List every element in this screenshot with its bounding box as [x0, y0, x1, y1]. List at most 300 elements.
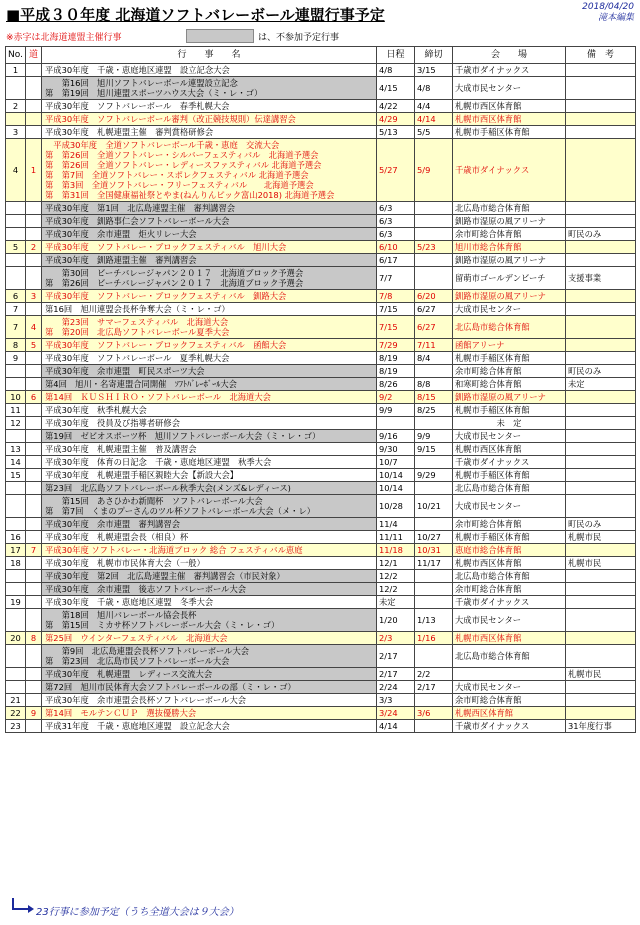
footer-summary: 23行事に参加予定（うち全道大会は９大会）: [36, 907, 239, 918]
event-line: 平成30年度 釧路連盟主催 審判講習会: [45, 255, 197, 265]
row-do: [26, 596, 42, 609]
row-do: [26, 430, 42, 443]
row-event: [42, 557, 377, 570]
table-row: [6, 290, 636, 303]
row-date: 2/3: [377, 632, 415, 645]
row-do: [26, 531, 42, 544]
table-row: [6, 609, 636, 632]
row-date: 3/24: [377, 707, 415, 720]
row-no: [6, 583, 26, 596]
row-venue: 大成市民センター: [453, 77, 566, 100]
row-venue: 余市町総合体育館: [453, 228, 566, 241]
event-line: 第19回 ゼビオスポーツ杯 旭川ソフトバレーボール大会（ミ・レ・ゴ）: [45, 431, 321, 441]
date-text: 2018/04/20: [582, 2, 634, 12]
row-do: 1: [26, 139, 42, 202]
row-date: 4/14: [377, 720, 415, 733]
row-deadline: [415, 518, 453, 531]
table-row: [6, 430, 636, 443]
row-deadline: [415, 645, 453, 668]
row-no: [6, 267, 26, 290]
row-note: [566, 215, 636, 228]
gray-legend-swatch: [186, 29, 254, 43]
row-note: [566, 391, 636, 404]
event-line: 第30回 ビーチバレージャパン２０１７ 北海道ブロック予選会: [45, 268, 304, 278]
row-deadline: 4/14: [415, 113, 453, 126]
row-event: [42, 645, 377, 668]
event-line: 平成30年度 ソフトバレー・ブロックフェスティバル 釧路大会: [45, 291, 287, 301]
row-do: [26, 228, 42, 241]
row-no: 6: [6, 290, 26, 303]
event-line: 平成30年度 札幌連盟主催 普及講習会: [45, 444, 197, 454]
row-deadline: [415, 720, 453, 733]
row-do: [26, 495, 42, 518]
row-no: [6, 609, 26, 632]
table-row: [6, 228, 636, 241]
row-event: [42, 378, 377, 391]
row-do: [26, 609, 42, 632]
row-date: 4/22: [377, 100, 415, 113]
row-venue: 千歳市ダイナックス: [453, 139, 566, 202]
row-venue: 釧路市湿原の風アリーナ: [453, 391, 566, 404]
row-event: [42, 583, 377, 596]
row-deadline: [415, 596, 453, 609]
row-event: [42, 316, 377, 339]
row-no: [6, 365, 26, 378]
row-do: 8: [26, 632, 42, 645]
row-date: 5/27: [377, 139, 415, 202]
event-line: 平成30年度 余市連盟 後志ソフトバレーボール大会: [45, 584, 247, 594]
row-note: 31年度行事: [566, 720, 636, 733]
row-do: [26, 267, 42, 290]
row-note: [566, 443, 636, 456]
row-event: [42, 100, 377, 113]
row-venue: 函館アリーナ: [453, 339, 566, 352]
row-event: [42, 544, 377, 557]
row-no: 23: [6, 720, 26, 733]
row-deadline: [415, 215, 453, 228]
row-do: [26, 681, 42, 694]
event-line: 第 第26回 全道ソフトバレー・シルバーフェスティバル 北海道予選会: [45, 150, 319, 160]
row-deadline: 2/2: [415, 668, 453, 681]
row-date: 2/17: [377, 668, 415, 681]
row-venue: 北広島市総合体育館: [453, 645, 566, 668]
row-no: [6, 570, 26, 583]
schedule-table: [5, 46, 636, 733]
row-event: [42, 352, 377, 365]
row-deadline: 8/8: [415, 378, 453, 391]
row-venue: 札幌市手稲区体育館: [453, 531, 566, 544]
header-deadline: 締切: [415, 47, 453, 64]
row-note: [566, 596, 636, 609]
table-row: [6, 267, 636, 290]
table-row: [6, 365, 636, 378]
row-deadline: 8/25: [415, 404, 453, 417]
row-note: [566, 456, 636, 469]
row-do: [26, 557, 42, 570]
row-date: 7/15: [377, 316, 415, 339]
row-no: 7: [6, 303, 26, 316]
event-line: 第72回 旭川市民体育大会ソフトバレーボールの部（ミ・レ・ゴ）: [45, 682, 296, 692]
row-venue: 大成市民センター: [453, 430, 566, 443]
row-event: [42, 303, 377, 316]
row-date: 6/3: [377, 215, 415, 228]
event-line: 平成30年度 ソフトバレー・ブロックフェスティバル 函館大会: [45, 340, 287, 350]
row-venue: 大成市民センター: [453, 681, 566, 694]
row-no: 12: [6, 417, 26, 430]
row-event: [42, 241, 377, 254]
row-date: 8/26: [377, 378, 415, 391]
row-no: 1: [6, 64, 26, 77]
event-line: 平成30年度 札幌連盟会長（相良）杯: [45, 532, 189, 542]
row-event: [42, 632, 377, 645]
row-no: 17: [6, 544, 26, 557]
row-deadline: 5/23: [415, 241, 453, 254]
event-line: 平成31年度 千歳・恵庭地区連盟 設立記念大会: [45, 721, 230, 731]
row-date: 8/19: [377, 365, 415, 378]
event-line: 平成30年度 役員及び指導者研修会: [45, 418, 181, 428]
row-do: [26, 378, 42, 391]
row-note: [566, 77, 636, 100]
row-event: [42, 609, 377, 632]
row-note: [566, 303, 636, 316]
row-venue: 札幌市手稲区体育館: [453, 126, 566, 139]
row-do: [26, 100, 42, 113]
row-do: [26, 443, 42, 456]
table-row: [6, 378, 636, 391]
table-row: [6, 100, 636, 113]
table-row: [6, 720, 636, 733]
row-deadline: 9/29: [415, 469, 453, 482]
table-row: [6, 518, 636, 531]
row-no: 22: [6, 707, 26, 720]
row-date: 9/2: [377, 391, 415, 404]
table-row: [6, 254, 636, 267]
row-no: 20: [6, 632, 26, 645]
event-line: 第 第23回 北広島市民ソフトバレーボール大会: [45, 656, 230, 666]
row-do: [26, 570, 42, 583]
table-row: [6, 707, 636, 720]
row-date: 12/2: [377, 570, 415, 583]
event-line: 第4回 旭川・名寄連盟合同開催 ｿﾌﾄﾊﾞﾚｰﾎﾞｰﾙ大会: [45, 379, 237, 389]
row-deadline: [415, 228, 453, 241]
row-venue: 千歳市ダイナックス: [453, 64, 566, 77]
row-no: [6, 254, 26, 267]
event-line: 第 第26回 全道ソフトバレー・レディースファスティバル 北海道予選会: [45, 160, 322, 170]
table-row: [6, 632, 636, 645]
row-deadline: [415, 583, 453, 596]
row-no: [6, 430, 26, 443]
row-date: 6/3: [377, 202, 415, 215]
row-event: [42, 254, 377, 267]
row-note: [566, 583, 636, 596]
table-row: [6, 681, 636, 694]
row-do: [26, 720, 42, 733]
row-no: 9: [6, 352, 26, 365]
row-deadline: 4/4: [415, 100, 453, 113]
event-line: 第16回 旭川連盟会長杯争奪大会（ミ・レ・ゴ）: [45, 304, 230, 314]
row-do: [26, 352, 42, 365]
row-no: 3: [6, 126, 26, 139]
row-do: [26, 518, 42, 531]
event-line: 平成30年度 余市連盟 町民スポーツ大会: [45, 366, 205, 376]
table-row: [6, 456, 636, 469]
table-row: [6, 215, 636, 228]
row-do: [26, 404, 42, 417]
row-no: 18: [6, 557, 26, 570]
event-line: 第18回 旭川バレーボール協会長杯: [45, 610, 197, 620]
row-no: [6, 518, 26, 531]
row-venue: 札幌市西区体育館: [453, 443, 566, 456]
row-do: [26, 456, 42, 469]
row-event: [42, 707, 377, 720]
row-no: 10: [6, 391, 26, 404]
event-line: 第23回 北広島ソフトバレーボール秋季大会(メンズ&レディース): [45, 483, 291, 493]
row-deadline: 1/13: [415, 609, 453, 632]
row-date: 6/3: [377, 228, 415, 241]
row-event: [42, 64, 377, 77]
row-deadline: 9/9: [415, 430, 453, 443]
row-deadline: 10/21: [415, 495, 453, 518]
row-note: [566, 290, 636, 303]
row-date: 10/14: [377, 482, 415, 495]
row-note: [566, 100, 636, 113]
row-date: 6/17: [377, 254, 415, 267]
row-venue: 千歳市ダイナックス: [453, 456, 566, 469]
row-note: [566, 404, 636, 417]
row-no: [6, 668, 26, 681]
row-do: [26, 482, 42, 495]
row-venue: 札幌市西区体育館: [453, 113, 566, 126]
row-event: [42, 228, 377, 241]
event-line: 平成30年度 ソフトバレーボール審判（改正競技規則）伝達講習会: [45, 114, 296, 124]
row-event: [42, 339, 377, 352]
row-note: [566, 316, 636, 339]
row-no: 14: [6, 456, 26, 469]
row-no: 13: [6, 443, 26, 456]
row-event: [42, 668, 377, 681]
row-do: [26, 365, 42, 378]
table-row: [6, 668, 636, 681]
row-note: [566, 469, 636, 482]
event-line: 平成30年度 秋季札幌大会: [45, 405, 147, 415]
header-date: 日程: [377, 47, 415, 64]
row-venue: 未 定: [453, 417, 566, 430]
table-row: [6, 482, 636, 495]
row-deadline: 9/15: [415, 443, 453, 456]
row-deadline: 10/31: [415, 544, 453, 557]
row-deadline: [415, 482, 453, 495]
table-row: [6, 645, 636, 668]
row-event: [42, 570, 377, 583]
row-event: [42, 720, 377, 733]
row-no: 21: [6, 694, 26, 707]
table-row: [6, 64, 636, 77]
row-note: [566, 417, 636, 430]
row-date: 10/14: [377, 469, 415, 482]
row-event: [42, 531, 377, 544]
row-note: [566, 707, 636, 720]
row-note: 町民のみ: [566, 518, 636, 531]
row-do: [26, 126, 42, 139]
row-deadline: 2/17: [415, 681, 453, 694]
row-do: 3: [26, 290, 42, 303]
row-deadline: [415, 267, 453, 290]
row-event: [42, 443, 377, 456]
row-no: 2: [6, 100, 26, 113]
event-line: 平成30年度 体育の日記念 千歳・恵庭地区連盟 秋季大会: [45, 457, 272, 467]
row-venue: 釧路市湿原の風アリーナ: [453, 254, 566, 267]
table-row: [6, 570, 636, 583]
event-line: 平成30年度 ソフトバレーボール 春季札幌大会: [45, 101, 230, 111]
table-row: [6, 417, 636, 430]
row-note: 札幌市民: [566, 531, 636, 544]
row-date: 11/11: [377, 531, 415, 544]
row-do: [26, 303, 42, 316]
row-date: 7/15: [377, 303, 415, 316]
table-row: [6, 583, 636, 596]
row-event: [42, 430, 377, 443]
row-venue: 留萌市ゴールデンビーチ: [453, 267, 566, 290]
row-date: 2/17: [377, 645, 415, 668]
event-line: 平成30年度 札幌連盟主催 審判賞格研修会: [45, 127, 214, 137]
row-event: [42, 365, 377, 378]
row-no: 5: [6, 241, 26, 254]
editor-text: 滝本編集: [597, 13, 634, 23]
event-line: 第 第7回 全道ソフトバレー・スポレクフェスティバル 北海道予選会: [45, 170, 309, 180]
row-date: 10/28: [377, 495, 415, 518]
row-venue: 札幌市手稲区体育館: [453, 404, 566, 417]
row-date: 4/15: [377, 77, 415, 100]
row-note: [566, 352, 636, 365]
row-venue: 北広島市総合体育館: [453, 316, 566, 339]
row-do: 5: [26, 339, 42, 352]
table-row: [6, 391, 636, 404]
row-note: 札幌市民: [566, 668, 636, 681]
row-deadline: 3/6: [415, 707, 453, 720]
row-note: 札幌市民: [566, 557, 636, 570]
row-date: 9/16: [377, 430, 415, 443]
row-note: [566, 241, 636, 254]
row-note: [566, 694, 636, 707]
event-line: 平成30年度 第2回 北広島連盟主催 審判講習会（市民対象）: [45, 571, 285, 581]
row-no: 15: [6, 469, 26, 482]
row-deadline: 8/4: [415, 352, 453, 365]
row-no: 7: [6, 316, 26, 339]
row-no: 4: [6, 139, 26, 202]
row-deadline: 3/15: [415, 64, 453, 77]
event-line: 平成30年度 第1回 北広島連盟主催 審判講習会: [45, 203, 236, 213]
row-note: [566, 495, 636, 518]
row-event: [42, 681, 377, 694]
row-deadline: 6/20: [415, 290, 453, 303]
row-no: [6, 681, 26, 694]
row-venue: 千歳市ダイナックス: [453, 596, 566, 609]
row-event: [42, 518, 377, 531]
table-header-row: [6, 47, 636, 64]
red-text-note: ※赤字は北海道連盟主催行事: [6, 33, 122, 43]
table-row: [6, 596, 636, 609]
row-do: [26, 645, 42, 668]
row-no: 11: [6, 404, 26, 417]
row-deadline: [415, 456, 453, 469]
row-event: [42, 404, 377, 417]
row-date: 12/2: [377, 583, 415, 596]
row-date: [377, 417, 415, 430]
header-event: 行 事 名: [42, 47, 377, 64]
event-line: 第14回 モルテンＣＵＰ 選抜優勝大会: [45, 708, 197, 718]
row-venue: [453, 668, 566, 681]
row-deadline: 6/27: [415, 316, 453, 339]
event-line: 平成30年度 余市連盟会長杯ソフトバレーボール大会: [45, 695, 247, 705]
row-deadline: [415, 570, 453, 583]
row-deadline: 6/27: [415, 303, 453, 316]
header-note: 備 考: [566, 47, 636, 64]
row-venue: 北広島市総合体育館: [453, 482, 566, 495]
event-line: 平成30年度 札幌連盟手稲区親睦大会【新設大会】: [45, 470, 239, 480]
event-line: 平成30年度 千歳・恵庭地区連盟 冬季大会: [45, 597, 214, 607]
row-do: [26, 417, 42, 430]
row-venue: 札幌市西区体育館: [453, 557, 566, 570]
row-date: 11/4: [377, 518, 415, 531]
row-date: 5/13: [377, 126, 415, 139]
table-row: [6, 694, 636, 707]
row-do: [26, 668, 42, 681]
table-row: [6, 202, 636, 215]
row-note: 未定: [566, 378, 636, 391]
row-do: [26, 77, 42, 100]
row-event: [42, 290, 377, 303]
row-venue: 余市町総合体育館: [453, 583, 566, 596]
row-no: 8: [6, 339, 26, 352]
row-date: 4/29: [377, 113, 415, 126]
revision-date: [582, 2, 634, 24]
event-line: 第23回 サマーフェスティバル 北海道大会: [45, 317, 229, 327]
row-note: [566, 609, 636, 632]
event-line: 平成30年度 全道ソフトバレーボール千歳・恵庭 交流大会: [45, 140, 280, 150]
row-deadline: 1/16: [415, 632, 453, 645]
row-no: [6, 77, 26, 100]
row-venue: 大成市民センター: [453, 609, 566, 632]
row-venue: 大成市民センター: [453, 495, 566, 518]
event-line: 第9回 北広島連盟会長杯ソフトバレーボール大会: [45, 646, 250, 656]
row-venue: 釧路市湿原の風アリーナ: [453, 290, 566, 303]
header-no: No.: [6, 47, 26, 64]
row-venue: 札幌西区体育館: [453, 707, 566, 720]
row-event: [42, 482, 377, 495]
row-no: 19: [6, 596, 26, 609]
event-line: 平成30年度 余市連盟 炬火リレー大会: [45, 229, 197, 239]
event-line: 第 第26回 ビーチバレージャパン２０１７ 北海道ブロック予選会: [45, 278, 304, 288]
row-note: [566, 544, 636, 557]
row-no: [6, 378, 26, 391]
table-row: [6, 77, 636, 100]
row-venue: 余市町総合体育館: [453, 365, 566, 378]
row-no: [6, 202, 26, 215]
event-line: 第 第31回 全国健康福祉祭とやま(ねんりんピック富山2018) 北海道予選会: [45, 190, 335, 200]
row-deadline: 7/11: [415, 339, 453, 352]
row-date: 12/1: [377, 557, 415, 570]
event-line: 第25回 ウインターフェスティバル 北海道大会: [45, 633, 228, 643]
row-event: [42, 469, 377, 482]
row-venue: 旭川市総合体育館: [453, 241, 566, 254]
row-date: 9/9: [377, 404, 415, 417]
row-venue: 北広島市総合体育館: [453, 202, 566, 215]
event-line: 平成30年度 ソフトバレー・ブロックフェスティバル 旭川大会: [45, 242, 287, 252]
row-note: [566, 339, 636, 352]
row-event: [42, 267, 377, 290]
event-line: 第 第19回 旭川連盟スポーツハウス大会（ミ・レ・ゴ）: [45, 88, 263, 98]
row-note: [566, 570, 636, 583]
